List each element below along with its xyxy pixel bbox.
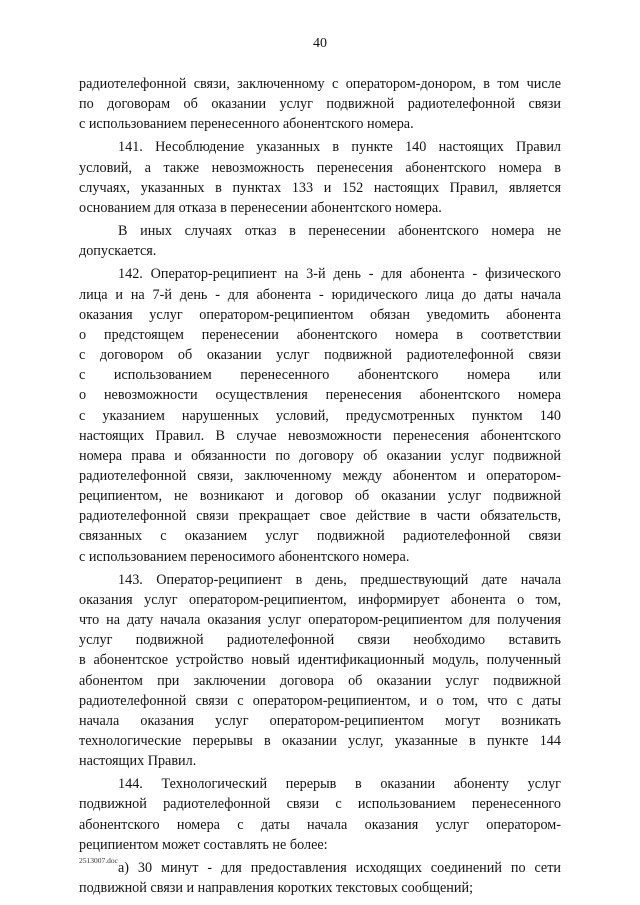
text-line: настоящих Правил. В случае невозможности перенесения абонентского (79, 427, 561, 444)
text-line: оказания услуг оператором-реципиентом обязан уведомить абонента (79, 306, 561, 323)
page-number: 40 (313, 36, 327, 51)
text-line: радиотелефонной связи прекращает свое действие в части обязательств, (79, 508, 561, 525)
text-line: подвижной радиотелефонной связи с использованием перенесенного (79, 796, 561, 813)
text-line: реципиентом может составлять не более: (79, 836, 328, 853)
text-line: с указанием нарушенных условий, предусмотренных пунктом 140 (79, 407, 561, 424)
file-name-footer: 2513007.doc (79, 856, 118, 865)
text-line: лица и на 7-й день - для абонента - юридического лица до даты начала (79, 286, 561, 303)
paragraph-other-cases (79, 221, 561, 261)
text-line: абонентом при заключении договора об оказании услуг подвижной (79, 672, 561, 689)
text-line: услуг подвижной радиотелефонной связи необходимо вставить (79, 632, 561, 649)
paragraph-144 (79, 774, 561, 855)
text-line: связанных с оказанием услуг подвижной радиотелефонной связи (79, 528, 561, 545)
subitem-a (79, 858, 561, 898)
text-line: абонентского номера с даты начала оказания услуг оператором- (79, 816, 561, 833)
text-line: с договором об оказании услуг подвижной радиотелефонной связи (79, 347, 561, 364)
text-line: основанием для отказа в перенесении абонентского номера. (79, 199, 442, 216)
text-line: в абонентское устройство новый идентификационный модуль, полученный (79, 652, 561, 669)
document-body (79, 74, 561, 901)
text-line: случаях, указанных в пунктах 133 и 152 настоящих Правил, является (79, 179, 561, 196)
text-line: радиотелефонной связи, заключенному с оператором-донором, в том числе (79, 76, 561, 92)
text-line: технологические перерывы в оказании услуг, указанные в пункте 144 (79, 733, 561, 749)
paragraph-142 (79, 264, 561, 566)
text-line: номера права и обязанности по договору об оказании услуг подвижной (79, 447, 561, 464)
text-line: 143. Оператор-реципиент в день, предшествующий дате начала (118, 571, 561, 588)
text-line: с использованием переносимого абонентского номера. (79, 548, 410, 565)
text-line: с использованием перенесенного абонентского номера. (79, 116, 414, 133)
text-line: В иных случаях отказ в перенесении абонентского номера не (118, 223, 561, 240)
text-line: настоящих Правил. (79, 753, 197, 770)
text-line: а) 30 минут - для предоставления исходящих соединений по сети (118, 859, 561, 876)
text-line: что на дату начала оказания услуг оператором-реципиентом для получения (79, 612, 561, 629)
text-line: 141. Несоблюдение указанных в пункте 140 настоящих Правил (118, 139, 561, 156)
text-line: начала оказания услуг оператором-реципиентом могут возникать (79, 712, 561, 729)
text-line: оказания услуг оператором-реципиентом, информирует абонента о том, (79, 591, 561, 608)
text-line: радиотелефонной связи, заключенному между абонентом и оператором- (79, 467, 561, 484)
text-line: допускается. (79, 243, 157, 260)
paragraph-141 (79, 137, 561, 218)
text-line: о невозможности осуществления перенесения абонентского номера (79, 387, 561, 404)
text-line: 144. Технологический перерыв в оказании абоненту услуг (118, 776, 561, 793)
text-line: 142. Оператор-реципиент на 3-й день - для абонента - физического (118, 266, 561, 283)
text-line: с использованием перенесенного абонентского номера или (79, 367, 561, 384)
text-line: радиотелефонной связи с оператором-реципиентом, и о том, что с даты (79, 692, 561, 709)
text-line: реципиентом, не возникают и договор об оказании услуг подвижной (79, 488, 561, 505)
paragraph-continuation (79, 74, 561, 134)
text-line: условий, а также невозможность перенесения абонентского номера в (79, 159, 561, 176)
paragraph-143 (79, 570, 561, 772)
text-line: по договорам об оказании услуг подвижной радиотелефонной связи (79, 96, 561, 113)
text-line: о предстоящем перенесении абонентского номера в соответствии (79, 326, 561, 343)
text-line: подвижной связи и направления коротких текстовых сообщений; (79, 880, 474, 897)
